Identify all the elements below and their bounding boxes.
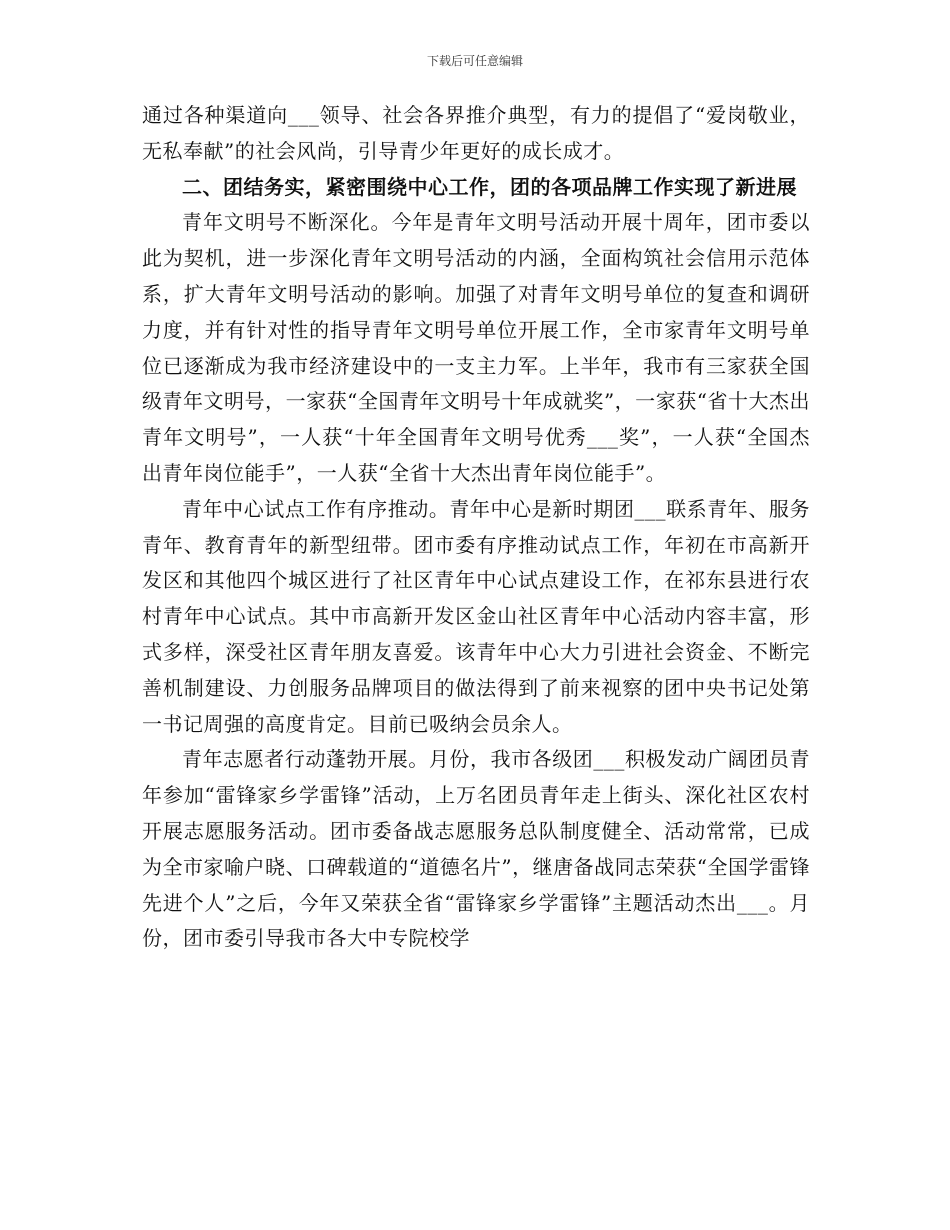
paragraph-youth-civilization: 青年文明号不断深化。今年是青年文明号活动开展十周年，团市委以此为契机，进一步深化青年文明号活动的内涵，全面构筑社会信用示范体系，扩大青年文明号活动的影响。加强了对青年文明号单位的复查和调研力度，并有针对性的指导青年文明号单位开展工作，全市家青年文明号单位已逐渐成为我市经济建设中的一支主力军。上半年，我市有三家获全国级青年文明号，一家获“全国青年文明号十年成就奖”，一家获“省十大杰出青年文明号”，一人获“十年全国青年文明号优秀___奖”，一人获“全国杰出青年岗位能手”，一人获“全省十大杰出青年岗位能手”。 <box>142 210 810 485</box>
paragraph-continuation: 通过各种渠道向___领导、社会各界推介典型，有力的提倡了“爱岗敬业，无私奉献”的社会风尚，引导青少年更好的成长成才。 <box>142 103 810 163</box>
paragraph-youth-center: 青年中心试点工作有序推动。青年中心是新时期团___联系青年、服务青年、教育青年的新型纽带。团市委有序推动试点工作，年初在市高新开发区和其他四个城区进行了社区青年中心试点建设工作，在祁东县进行农村青年中心试点。其中市高新开发区金山社区青年中心活动内容丰富，形式多样，深受社区青年朋友喜爱。该青年中心大力引进社会资金、不断完善机制建设、力创服务品牌项目的做法得到了前来视察的团中央书记处第一书记周强的高度肯定。目前已吸纳会员余人。 <box>142 496 810 736</box>
document-body <box>142 98 810 957</box>
page-header-note: 下载后可任意编辑 <box>426 54 523 68</box>
paragraph-volunteer: 青年志愿者行动蓬勃开展。月份，我市各级团___积极发动广阔团员青年参加“雷锋家乡学雷锋”活动，上万名团员青年走上街头、深化社区农村开展志愿服务活动。团市委备战志愿服务总队制度健全、活动常常，已成为全市家喻户晓、口碑载道的“道德名片”，继唐备战同志荣获“全国学雷锋先进个人”之后，今年又荣获全省“雷锋家乡学雷锋”主题活动杰出___。月份，团市委引导我市各大中专院校学 <box>142 747 810 951</box>
section-heading: 二、团结务实，紧密围绕中心工作，团的各项品牌工作实现了新进展 <box>182 174 797 199</box>
